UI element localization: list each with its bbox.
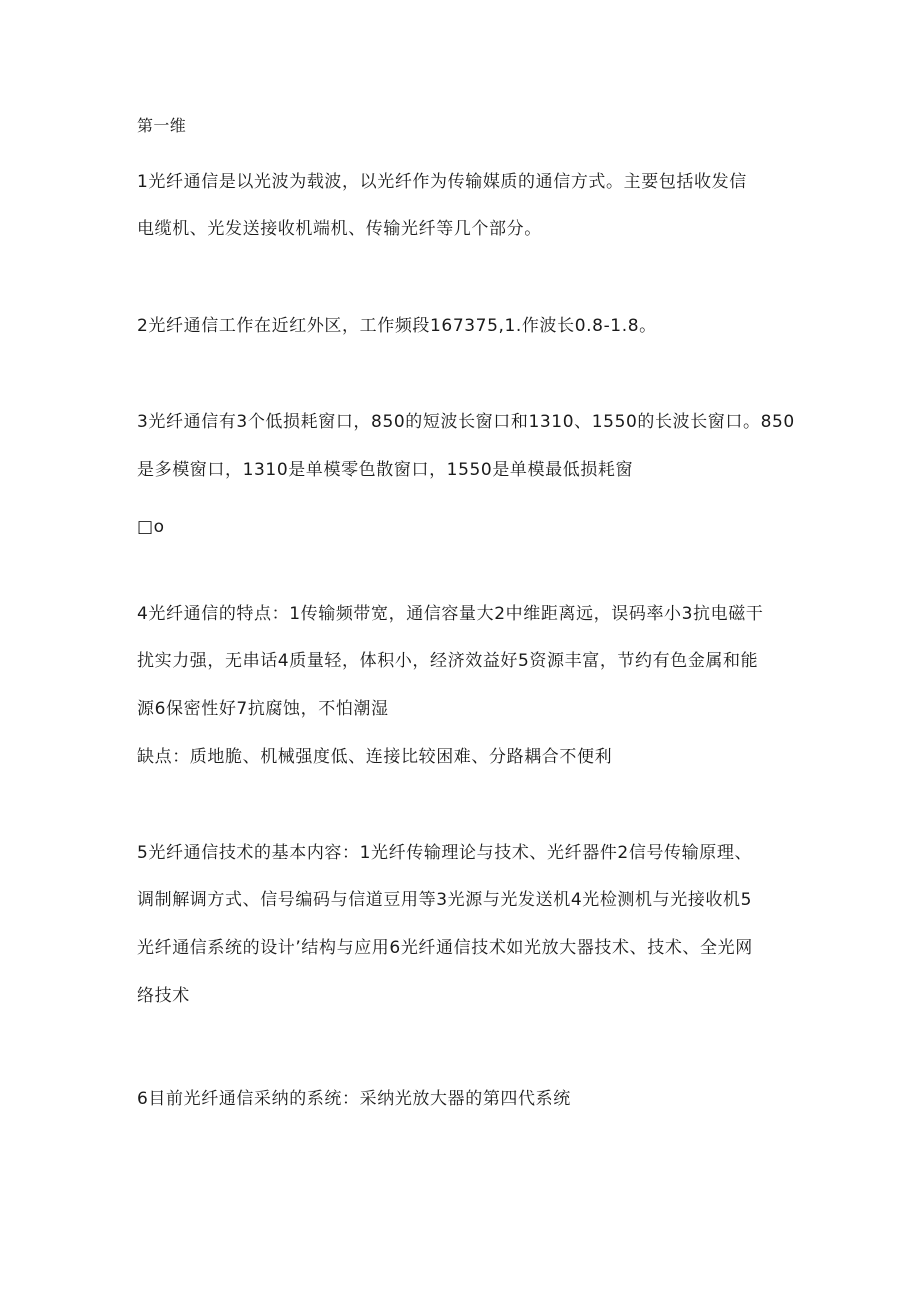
paragraph-3-line-1: 3光纤通信有3个低损耗窗口，850的短波长窗口和1310、1550的长波长窗口。850 (137, 412, 795, 432)
paragraph-1-line-2: 电缆机、光发送接收机端机、传输光纤等几个部分。 (137, 219, 542, 239)
paragraph-5-line-3: 光纤通信系统的设计’结构与应用6光纤通信技术如光放大器技术、技术、全光网 (137, 938, 753, 958)
paragraph-4-line-4: 缺点：质地脆、机械强度低、连接比较困难、分路耦合不便利 (137, 747, 613, 767)
document-heading: 第一维 (137, 116, 187, 135)
paragraph-5-line-1: 5光纤通信技术的基本内容：1光纤传输理论与技术、光纤器件2信号传输原理、 (137, 843, 753, 863)
paragraph-5-line-2: 调制解调方式、信号编码与信道豆用等3光源与光发送机4光检测机与光接收机5 (137, 890, 753, 910)
paragraph-3-line-3: □o (137, 517, 165, 537)
paragraph-4-line-2: 扰实力强，无串话4质量轻，体积小，经济效益好5资源丰富，节约有色金属和能 (137, 651, 759, 671)
paragraph-4-line-1: 4光纤通信的特点：1传输频带宽，通信容量大2中维距离远，误码率小3抗电磁干 (137, 604, 764, 624)
paragraph-4-line-3: 源6保密性好7抗腐蚀，不怕潮湿 (137, 699, 389, 719)
paragraph-6-line-1: 6目前光纤通信采纳的系统：采纳光放大器的第四代系统 (137, 1089, 571, 1109)
paragraph-1-line-1: 1光纤通信是以光波为载波，以光纤作为传输媒质的通信方式。主要包括收发信 (137, 172, 747, 192)
paragraph-2-line-1: 2光纤通信工作在近红外区，工作频段167375,1.作波长0.8-1.8。 (137, 316, 657, 336)
paragraph-5-line-4: 络技术 (137, 986, 190, 1006)
paragraph-3-line-2: 是多模窗口，1310是单模零色散窗口，1550是单模最低损耗窗 (137, 460, 634, 480)
